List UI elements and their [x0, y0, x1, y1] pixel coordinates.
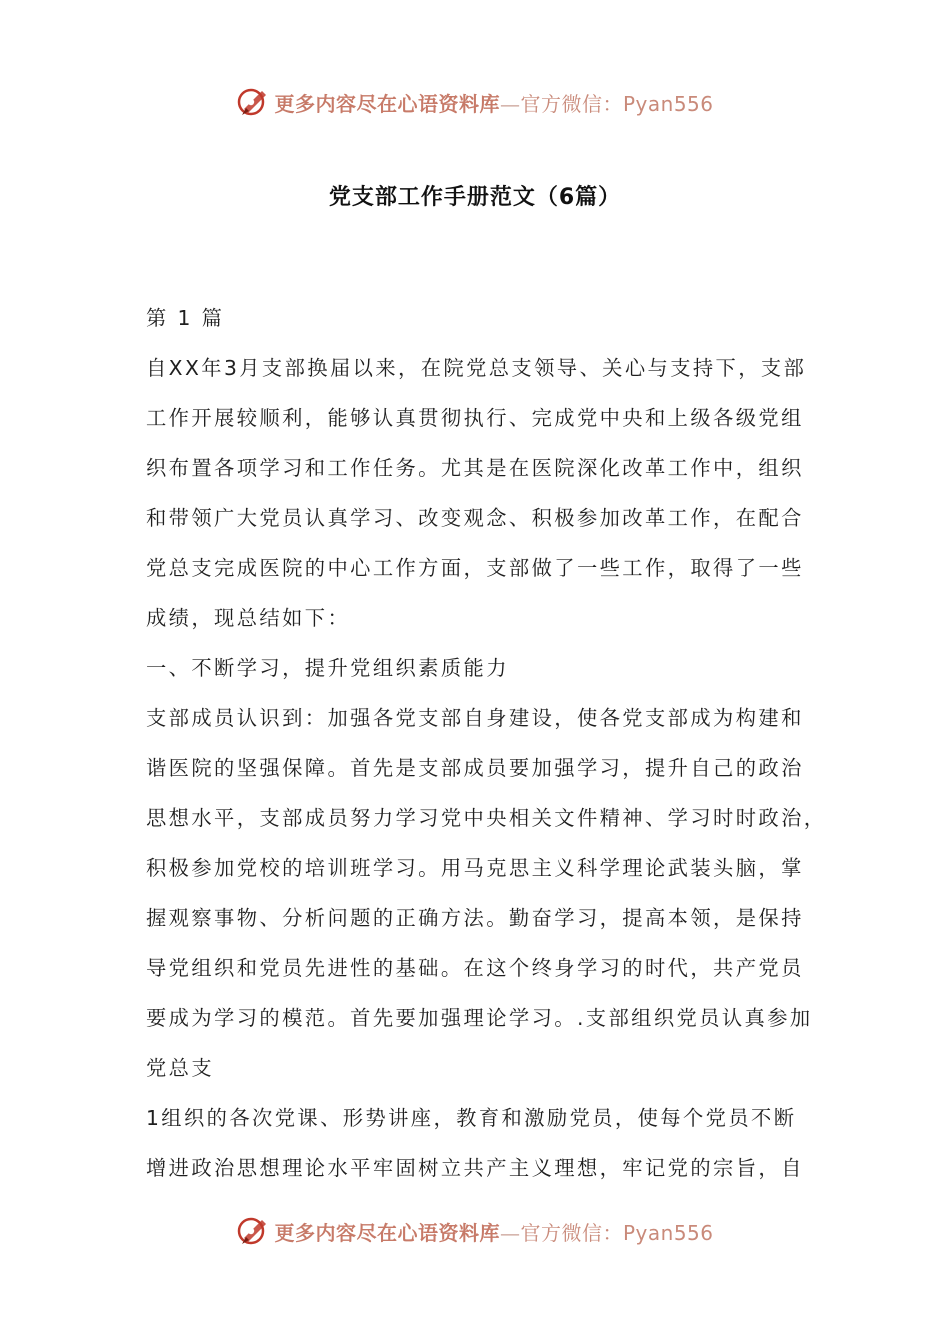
- watermark-dash: —: [499, 91, 521, 116]
- watermark-label: 官方微信：: [520, 91, 623, 116]
- footer-watermark: [0, 1209, 950, 1253]
- document-body: [146, 293, 827, 1193]
- paragraph-line: 握观察事物、分析问题的正确方法。勤奋学习，提高本领，是保持: [146, 906, 804, 930]
- paragraph-line: 织布置各项学习和工作任务。尤其是在医院深化改革工作中，组织: [146, 456, 804, 480]
- paragraph-line: 1组织的各次党课、形势讲座，教育和激励党员，使每个党员不断: [146, 1106, 797, 1130]
- paragraph-line: 自XX年3月支部换届以来，在院党总支领导、关心与支持下，支部: [146, 356, 807, 380]
- paragraph-line: 成绩，现总结如下：: [146, 606, 351, 630]
- watermark-id: Pyan556: [622, 1220, 714, 1245]
- paragraph-line: 思想水平，支部成员努力学习党中央相关文件精神、学习时时政治，: [146, 806, 827, 830]
- pen-logo-icon: [236, 1214, 270, 1248]
- paragraph-line: 积极参加党校的培训班学习。用马克思主义科学理论武装头脑，掌: [146, 856, 804, 880]
- paragraph-line: 支部成员认识到：加强各党支部自身建设，使各党支部成为构建和: [146, 706, 804, 730]
- pen-logo-icon: [236, 85, 270, 119]
- paragraph-line: 导党组织和党员先进性的基础。在这个终身学习的时代，共产党员: [146, 956, 804, 980]
- chapter-heading: 第 1 篇: [146, 306, 225, 330]
- header-watermark: [0, 80, 950, 124]
- paragraph-line: 谐医院的坚强保障。首先是支部成员要加强学习，提升自己的政治: [146, 756, 804, 780]
- watermark-dash: —: [499, 1220, 521, 1245]
- watermark-label: 官方微信：: [520, 1220, 623, 1245]
- section-heading: 一、不断学习，提升党组织素质能力: [146, 656, 509, 680]
- paragraph-line: 党总支: [146, 1056, 215, 1080]
- watermark-brand: 更多内容尽在心语资料库: [274, 1220, 500, 1245]
- paragraph-line: 党总支完成医院的中心工作方面，支部做了一些工作，取得了一些: [146, 556, 804, 580]
- watermark-id: Pyan556: [622, 91, 714, 116]
- paragraph-line: 和带领广大党员认真学习、改变观念、积极参加改革工作，在配合: [146, 506, 804, 530]
- paragraph-line: 要成为学习的模范。首先要加强理论学习。.支部组织党员认真参加: [146, 1006, 813, 1030]
- watermark-brand: 更多内容尽在心语资料库: [274, 91, 500, 116]
- paragraph-line: 工作开展较顺利，能够认真贯彻执行、完成党中央和上级各级党组: [146, 406, 804, 430]
- document-title: 党支部工作手册范文（6篇）: [328, 185, 622, 210]
- paragraph-line: 增进政治思想理论水平牢固树立共产主义理想，牢记党的宗旨，自: [146, 1156, 804, 1180]
